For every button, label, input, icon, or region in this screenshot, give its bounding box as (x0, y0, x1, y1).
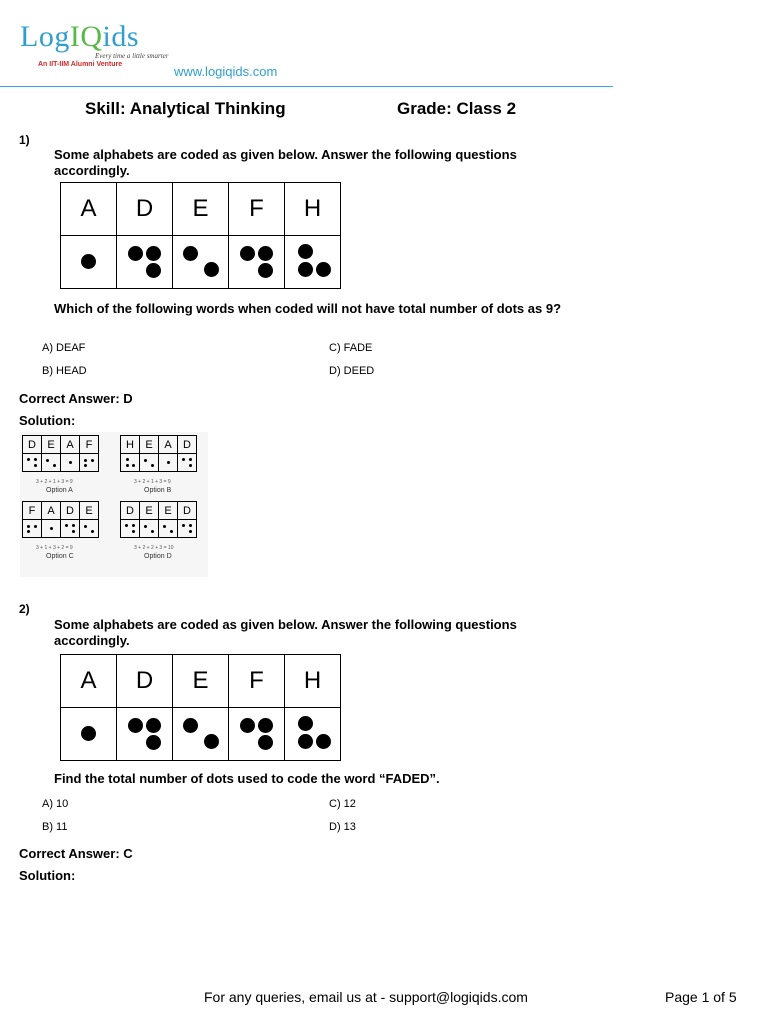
mini-dots (178, 454, 197, 472)
question-2-text: Find the total number of dots used to code the word “FADED”. (54, 771, 440, 786)
dot (204, 734, 219, 749)
mini-letter: A (42, 502, 61, 520)
dot (146, 263, 161, 278)
mini-dot (126, 458, 129, 461)
dot (298, 262, 313, 277)
footer-query-text: For any queries, email us at - support@logiqids.com (204, 989, 528, 1005)
mini-dot (182, 524, 185, 527)
dot (146, 735, 161, 750)
solution-grid-option-a (22, 435, 99, 494)
mini-dots (140, 520, 159, 538)
mini-letter: F (80, 436, 99, 454)
mini-dot (27, 525, 30, 528)
code-dots-h (285, 708, 341, 761)
mini-caption: Option C (46, 553, 74, 560)
dot (258, 263, 273, 278)
mini-dot (34, 525, 37, 528)
mini-dot (167, 461, 170, 464)
mini-dots (23, 454, 42, 472)
mini-dot (189, 458, 192, 461)
question-1-number: 1) (19, 133, 30, 147)
dot (316, 262, 331, 277)
mini-letter: D (23, 436, 42, 454)
mini-dots (121, 454, 140, 472)
mini-letter: D (178, 436, 197, 454)
mini-dots (80, 454, 99, 472)
mini-dot (69, 461, 72, 464)
mini-letter: F (23, 502, 42, 520)
mini-dots (61, 520, 80, 538)
mini-letter: E (42, 436, 61, 454)
dot (128, 718, 143, 733)
mini-letter: E (80, 502, 99, 520)
dot (81, 254, 96, 269)
website-link[interactable]: www.logiqids.com (174, 64, 278, 79)
q2-option-d[interactable]: D) 13 (329, 821, 356, 833)
dot (298, 734, 313, 749)
code-letter-a: A (61, 183, 117, 236)
mini-dot (34, 464, 37, 467)
mini-caption: Option D (144, 553, 172, 560)
mini-dot (72, 530, 75, 533)
dot (258, 718, 273, 733)
code-letter-h: H (285, 183, 341, 236)
dot (183, 718, 198, 733)
mini-dot (144, 525, 147, 528)
code-letter-d: D (117, 655, 173, 708)
mini-dot (84, 464, 87, 467)
code-letter-e: E (173, 183, 229, 236)
mini-letter: A (61, 436, 80, 454)
question-2-intro: Some alphabets are coded as given below. Answer the following questions accordingly. (54, 617, 517, 648)
mini-letter: E (140, 436, 159, 454)
mini-dot (27, 458, 30, 461)
mini-dots (23, 520, 42, 538)
code-letter-f: F (229, 183, 285, 236)
solution-grid-option-c (22, 501, 99, 560)
mini-dot (126, 464, 129, 467)
q1-solution-label: Solution: (19, 413, 76, 428)
mini-dot (27, 530, 30, 533)
q2-option-c[interactable]: C) 12 (329, 798, 356, 810)
solution-grid-option-b (120, 435, 197, 494)
code-letter-a: A (61, 655, 117, 708)
mini-dots (159, 454, 178, 472)
mini-letter: D (121, 502, 140, 520)
code-dots-a (61, 236, 117, 289)
mini-dots (178, 520, 197, 538)
logo-text-part3: ids (102, 20, 139, 53)
logo-text-part1: Log (20, 20, 70, 53)
q1-option-a[interactable]: A) DEAF (42, 342, 86, 354)
code-letter-e: E (173, 655, 229, 708)
code-dots-f (229, 708, 285, 761)
page-number: Page 1 of 5 (665, 989, 737, 1005)
mini-dot (170, 530, 173, 533)
grade-title: Grade: Class 2 (397, 99, 517, 118)
question-1-text: Which of the following words when coded will not have total number of dots as 9? (54, 301, 562, 316)
dot (146, 718, 161, 733)
mini-letter: E (159, 502, 178, 520)
mini-dot (72, 524, 75, 527)
code-dots-e (173, 708, 229, 761)
skill-title: Skill: Analytical Thinking (85, 99, 286, 118)
q1-option-c[interactable]: C) FADE (329, 342, 373, 354)
mini-dot (132, 524, 135, 527)
mini-letter: D (178, 502, 197, 520)
logiqids-logo (20, 22, 139, 52)
mini-dot (182, 458, 185, 461)
q1-option-b[interactable]: B) HEAD (42, 365, 87, 377)
dot (240, 718, 255, 733)
dot (298, 244, 313, 259)
mini-dot (34, 458, 37, 461)
code-dots-h (285, 236, 341, 289)
dot (258, 246, 273, 261)
mini-dot (84, 525, 87, 528)
dot (128, 246, 143, 261)
code-letter-f: F (229, 655, 285, 708)
mini-dots (42, 520, 61, 538)
mini-dot (91, 530, 94, 533)
mini-caption: Option B (144, 487, 172, 494)
code-dots-d (117, 708, 173, 761)
dot (240, 246, 255, 261)
code-letter-h: H (285, 655, 341, 708)
q1-option-d[interactable]: D) DEED (329, 365, 375, 377)
dot (258, 735, 273, 750)
mini-dot (144, 459, 147, 462)
mini-letter: H (121, 436, 140, 454)
mini-dot (151, 464, 154, 467)
q2-correct-answer: Correct Answer: C (19, 846, 133, 861)
question-2-code-table (60, 654, 341, 761)
code-dots-f (229, 236, 285, 289)
mini-dot (50, 527, 53, 530)
header-divider (0, 86, 613, 87)
dot (204, 262, 219, 277)
mini-dots (121, 520, 140, 538)
mini-dots (159, 520, 178, 538)
mini-dot (125, 524, 128, 527)
mini-sum: 3 + 2 + 1 + 3 = 9 (36, 479, 73, 485)
dot (146, 246, 161, 261)
mini-dot (189, 524, 192, 527)
code-letter-d: D (117, 183, 173, 236)
q1-solution-figure (20, 432, 208, 577)
mini-letter: E (140, 502, 159, 520)
mini-letter: A (159, 436, 178, 454)
q1-correct-answer: Correct Answer: D (19, 391, 133, 406)
q2-option-a[interactable]: A) 10 (42, 798, 69, 810)
mini-dot (91, 459, 94, 462)
code-dots-e (173, 236, 229, 289)
question-1-code-table (60, 182, 341, 289)
dot (183, 246, 198, 261)
mini-dot (189, 464, 192, 467)
mini-dot (132, 530, 135, 533)
q2-solution-label: Solution: (19, 868, 76, 883)
mini-dot (84, 459, 87, 462)
mini-dots (42, 454, 61, 472)
question-1-intro: Some alphabets are coded as given below. Answer the following questions accordingly. (54, 147, 517, 178)
dot (81, 726, 96, 741)
dot (316, 734, 331, 749)
mini-dots (80, 520, 99, 538)
mini-sum: 3 + 1 + 3 + 2 = 9 (36, 545, 73, 551)
mini-dot (65, 524, 68, 527)
q2-option-b[interactable]: B) 11 (42, 821, 68, 833)
mini-sum: 3 + 2 + 2 + 3 = 10 (134, 545, 174, 551)
dot (298, 716, 313, 731)
mini-sum: 3 + 2 + 1 + 3 = 9 (134, 479, 171, 485)
mini-dot (189, 530, 192, 533)
mini-dot (132, 464, 135, 467)
mini-dot (46, 459, 49, 462)
logo-tagline: Every time a little smarter (95, 52, 169, 60)
logo-venture-text: An IIT-IIM Alumni Venture (38, 61, 123, 68)
mini-letter: D (61, 502, 80, 520)
logo-text-part2: IQ (69, 20, 103, 53)
question-2-number: 2) (19, 602, 30, 616)
mini-dot (163, 525, 166, 528)
mini-dot (151, 530, 154, 533)
mini-dots (61, 454, 80, 472)
code-dots-a (61, 708, 117, 761)
mini-dot (53, 464, 56, 467)
mini-caption: Option A (46, 487, 73, 494)
mini-dots (140, 454, 159, 472)
code-dots-d (117, 236, 173, 289)
solution-grid-option-d (120, 501, 197, 560)
